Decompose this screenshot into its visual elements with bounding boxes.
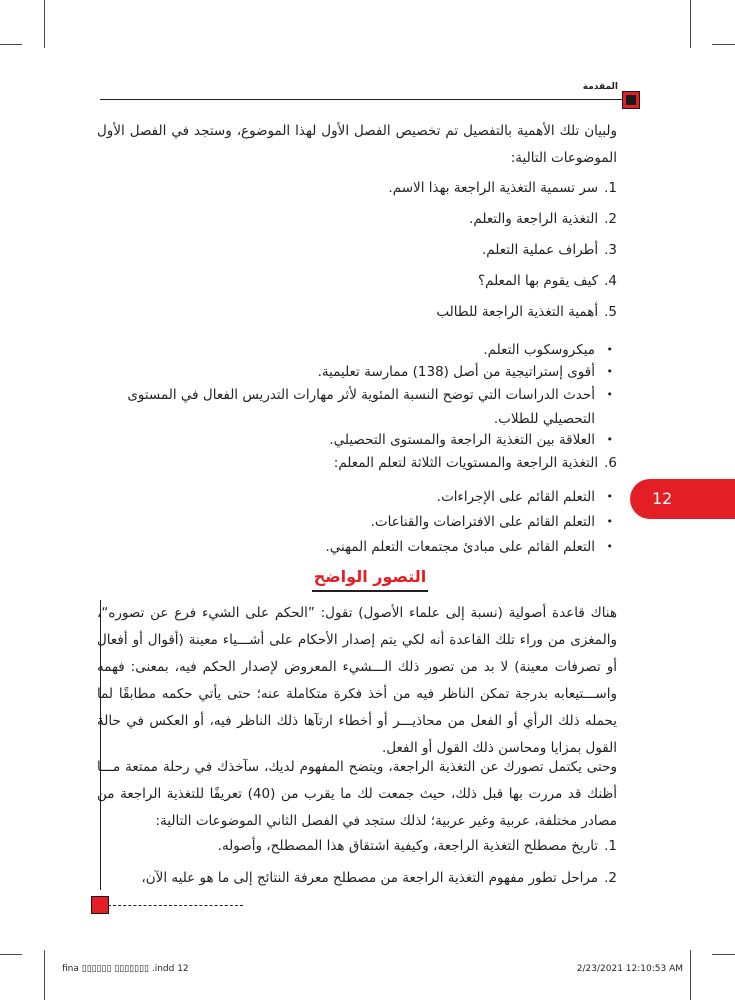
bullet-item: • ميكروسكوب التعلم.	[135, 338, 595, 362]
item-text: كيف يقوم بها المعلم؟	[477, 273, 599, 289]
list-item	[469, 211, 617, 227]
crop-mark	[712, 954, 735, 955]
list-item	[478, 273, 617, 289]
bullet-item: • التعلم القائم على الافتراضات والقناعات.	[175, 510, 595, 534]
bullet-item: • أحدث الدراسات التي توضح النسبة المئوية لأثر مهارات التدريس الفعال في المستوى التحصيلي للطلاب.	[110, 383, 595, 431]
crop-mark	[690, 950, 691, 1000]
item-number: 3.	[604, 242, 617, 258]
item-number: 4.	[604, 273, 617, 289]
item-text: أطراف عملية التعلم.	[482, 242, 599, 258]
item-text: التغذية الراجعة والمستويات الثلاثة لتعلم المعلم:	[333, 455, 599, 471]
section-title-text: التصور الواضح	[313, 567, 427, 586]
list-item	[482, 242, 617, 258]
slug-datetime: 2/23/2021 12:10:53 AM	[576, 964, 683, 974]
header-corner-mark	[622, 91, 640, 109]
slug-file: fina ▯▯▯▯▯▯ ▯▯▯▯▯▯▯ .indd 12	[62, 964, 189, 974]
crop-mark	[44, 950, 45, 1000]
list-item	[334, 455, 617, 471]
crop-mark	[44, 0, 45, 48]
item-text: أهمية التغذية الراجعة للطالب	[436, 304, 599, 320]
item-text: سر تسمية التغذية الراجعة بهذا الاسم.	[388, 180, 599, 196]
list-item	[218, 838, 617, 854]
item-text: التغذية الراجعة والتعلم.	[469, 211, 599, 227]
section-paragraph-2: وحتى يكتمل تصورك عن التغذية الراجعة، ويتضح المفهوم لديك، سآخذك في رحلة ممتعة مـــا أظنك قد مررت بها قبل ذلك، حيث جمعت لك ما يقرب من (40) تعريفًا للتغذية الراجعة من مصادر مختلفة، عربية وغير عربية؛ لذلك ستجد في الفصل الثاني الموضوعات التالية:	[97, 759, 617, 829]
bullet-item: • أقوى إستراتيجية من أصل (138) ممارسة تعليمية.	[135, 360, 595, 384]
bullet-item: • التعلم القائم على مبادئ مجتمعات التعلم المهني.	[175, 535, 595, 559]
bullet-item: • العلاقة بين التغذية الراجعة والمستوى التحصيلي.	[135, 428, 595, 452]
footer-rule	[108, 905, 243, 906]
section-title-underline	[312, 590, 428, 592]
list-item	[436, 304, 617, 320]
section-paragraph-1: هناك قاعدة أصولية (نسبة إلى علماء الأصول) تقول: ”الحكم على الشيء فرع عن تصوره“، والمغزى من وراء تلك القاعدة أنه لكي يتم إصدار الأحكام على أشـــياء معينة (أقوال أو أفعال أو تصرفات معينة) لا بد من تصور ذلك الـــشيء المعروض لإصدار الحكم فيه، بمعنى: فهمه واســـتيعابه بدرجة تمكن الناظر فيه من أخذ فكرة متكاملة عنه؛ حتى يأتي حكمه مطابقًا لما يحمله ذلك الرأي أو الفعل من محاذيـــر أو أخطاء ارتآها ذلك الناظر فيه، أو العكس في حالة القول بمزايا ومحاسن ذلك القول أو الفعل.	[97, 605, 617, 756]
crop-mark	[0, 44, 22, 45]
header-rule	[100, 99, 631, 100]
page-number: 12	[652, 489, 673, 508]
item-number: 1.	[604, 180, 617, 196]
item-text: مراحل تطور مفهوم التغذية الراجعة من مصطلح معرفة النتائج إلى ما هو عليه الآن،	[141, 870, 599, 886]
intro-paragraph: ولبيان تلك الأهمية بالتفصيل تم تخصيص الفصل الأول لهذا الموضوع، وستجد في الفصل الأول الموضوعات التالية:	[97, 123, 617, 166]
list-item	[388, 180, 617, 196]
item-number: 1.	[604, 838, 617, 854]
footer-corner-mark	[91, 896, 109, 914]
item-number: 5.	[604, 304, 617, 320]
chapter-label: المقدمة	[582, 82, 618, 92]
section-title	[310, 567, 430, 586]
list-item	[141, 870, 617, 886]
bullet-item: • التعلم القائم على الإجراءات.	[175, 485, 595, 509]
page-number-tab	[630, 479, 735, 519]
item-number: 6.	[604, 455, 617, 471]
crop-mark	[690, 0, 691, 48]
item-number: 2.	[604, 870, 617, 886]
crop-mark	[0, 954, 22, 955]
item-text: تاريخ مصطلح التغذية الراجعة، وكيفية اشتقاق هذا المصطلح، وأصوله.	[217, 838, 599, 854]
crop-mark	[712, 44, 735, 45]
item-number: 2.	[604, 211, 617, 227]
